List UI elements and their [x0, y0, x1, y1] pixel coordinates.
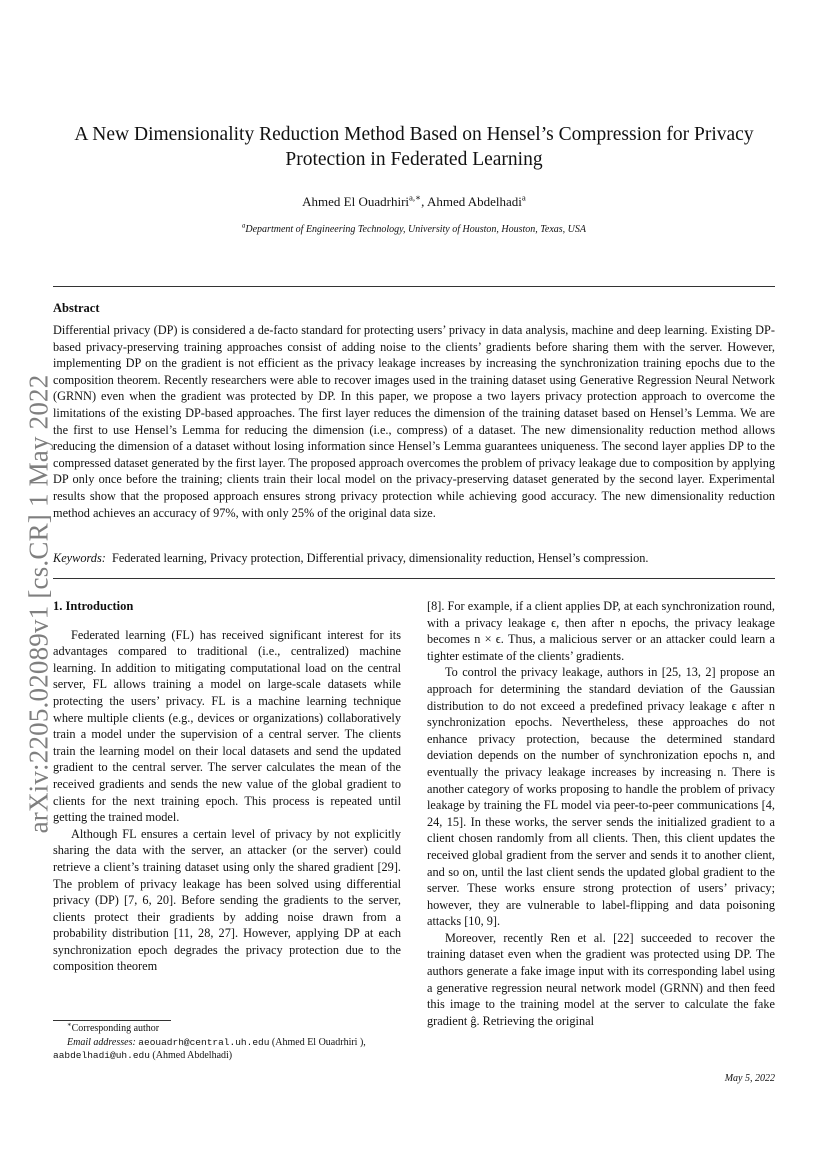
- body-paragraph: Federated learning (FL) has received significant interest for its advantages compared to traditional (i.e., centralized) machine learning. In addition to mitigating computational load on the central server, FL allows training a model on large-scale datasets while protecting the users’ privacy. FL is a machine learning technique where multiple clients (e.g., devices or organizations) collaboratively train a model under the supervision of a central server. The clients train the learning model on their local datasets and send the updated gradient to the central server. The server calculates the mean of the received gradients and sends the new value of the global gradient to clients for the next training epoch. This process is repeated until getting the trained model.: [53, 627, 401, 825]
- abstract-bottom-rule: [53, 578, 775, 579]
- author-list: [60, 194, 768, 210]
- footnote-corresponding: [53, 1022, 403, 1036]
- keywords-label: Keywords:: [53, 551, 106, 565]
- abstract-top-rule: [53, 286, 775, 287]
- preprint-date: May 5, 2022: [724, 1073, 775, 1084]
- paper-title: [60, 122, 768, 172]
- email-label: Email addresses:: [67, 1036, 136, 1048]
- author-separator: ,: [421, 194, 427, 209]
- footnote-emails-cont: [53, 1049, 403, 1063]
- footnote-mark: ∗: [67, 1021, 72, 1029]
- affiliation-mark: a: [241, 222, 246, 230]
- left-column: [53, 598, 401, 975]
- email-owner: (Ahmed Abdelhadi): [149, 1050, 233, 1061]
- body-paragraph: [8]. For example, if a client applies DP, at each synchronization round, with a privacy leakage ϵ, then after n epochs, the privacy leakage becomes n × ϵ. Thus, a malicious server or an attacker could learn a tighter estimate of the clients’ gradients.: [427, 599, 775, 663]
- footnote: [53, 1022, 403, 1063]
- email-owner: (Ahmed El Ouadrhiri ),: [269, 1036, 366, 1048]
- section-heading: 1. Introduction: [53, 599, 134, 613]
- title-line-1: A New Dimensionality Reduction Method Based on Hensel’s Compression for Privacy: [74, 124, 754, 145]
- abstract-text: Differential privacy (DP) is considered a de-facto standard for protecting users’ privacy in data analysis, machine and deep learning. Existing DP-based privacy-preserving training approaches consist of adding noise to the clients’ gradients before sharing them with the server. However, implementing DP on the gradient is not efficient as the privacy leakage increases by increasing the synchronization training epochs due to the composition theorem. Recently researchers were able to recover images used in the training dataset using Generative Regression Neural Network (GRNN) even when the gradient was protected by DP. In this paper, we propose a two layers privacy protection approach to overcome the limitations of the existing DP-based approaches. The first layer reduces the dimension of the training dataset based on Hensel’s Lemma. We are the first to use Hensel’s Lemma for reducing the dimension (i.e., compress) of a dataset. The new dimensionality reduction method allows reducing the dimension of a dataset without losing information since Hensel’s Lemma guarantees uniqueness. The second layer applies DP to the compressed dataset generated by the first layer. The proposed approach overcomes the problem of privacy leakage due to composition by applying DP only once before the training; clients train their local model on the privacy-preserving dataset generated by the second layer. Experimental results show that the proposed approach ensures strong privacy protection while achieving good accuracy. The new dimensionality reduction method achieves an accuracy of 97%, with only 25% of the original data size.: [53, 323, 775, 520]
- arxiv-identifier: arXiv:2205.02089v1 [cs.CR] 1 May 2022: [23, 374, 54, 834]
- email-address[interactable]: aeouadrh@central.uh.edu: [138, 1036, 270, 1048]
- right-column: [427, 598, 775, 1029]
- keywords-text: Federated learning, Privacy protection, Differential privacy, dimensionality reduction, Hensel’s compression.: [111, 551, 649, 565]
- affiliation-text: Department of Engineering Technology, University of Houston, Houston, Texas, USA: [245, 224, 587, 235]
- body-paragraph: Moreover, recently Ren et al. [22] succeeded to recover the training dataset even when the gradient was protected using DP. The authors generate a fake image input with its corresponding label using a generative regression neural network model (GRNN) and then feed this image to the training model at the server to calculate the fake gradient ĝ. Retrieving the original: [427, 930, 775, 1028]
- body-paragraph: Although FL ensures a certain level of privacy by not explicitly sharing the data with the server, an attacker (or the server) could retrieve a client’s training dataset using only the shared gradient [29]. The problem of privacy leakage has been solved using differential privacy (DP) [7, 6, 20]. Before sending the gradients to the server, clients protect their gradients by adding noise drawn from a probability distribution [11, 28, 27]. However, applying DP at each synchronization epoch degrades the privacy protection due to the composition theorem: [53, 826, 401, 974]
- title-line-2: Protection in Federated Learning: [285, 149, 543, 170]
- body-paragraph: To control the privacy leakage, authors in [25, 13, 2] propose an approach for determining the standard deviation of the Gaussian distribution to do not exceed a predefined privacy leakage ϵ after n synchronization epochs. Nevertheless, these approaches do not enhance privacy protection, because the determined standard deviation depends on the number of synchronization epochs n, and eventually the privacy leakage increases by increasing n. There is another category of works proposing to handle the problem of privacy leakage by training the FL model via peer-to-peer communications [4, 24, 15]. In these works, the server sends the initialized gradient to a client chosen randomly from all clients. Then, this client updates the received global gradient from the server and sends it to another client, and so on, until the last client sends the updated global gradient to the server. These works ensure strong protection of users’ privacy; however, they are vulnerable to label-flipping and data poisoning attacks [10, 9].: [427, 665, 775, 929]
- author-name: Ahmed Abdelhadi: [426, 194, 522, 209]
- affiliation: [60, 224, 768, 235]
- footnote-emails: [53, 1036, 403, 1050]
- author-name: Ahmed El Ouadrhiri: [302, 194, 410, 209]
- author-affiliation-mark: a: [521, 192, 526, 203]
- keywords: [53, 551, 775, 566]
- author-affiliation-mark: a,∗: [409, 192, 422, 203]
- abstract-heading: Abstract: [53, 301, 100, 315]
- email-address[interactable]: aabdelhadi@uh.edu: [53, 1050, 150, 1061]
- footnote-corresponding-text: Corresponding author: [71, 1023, 160, 1034]
